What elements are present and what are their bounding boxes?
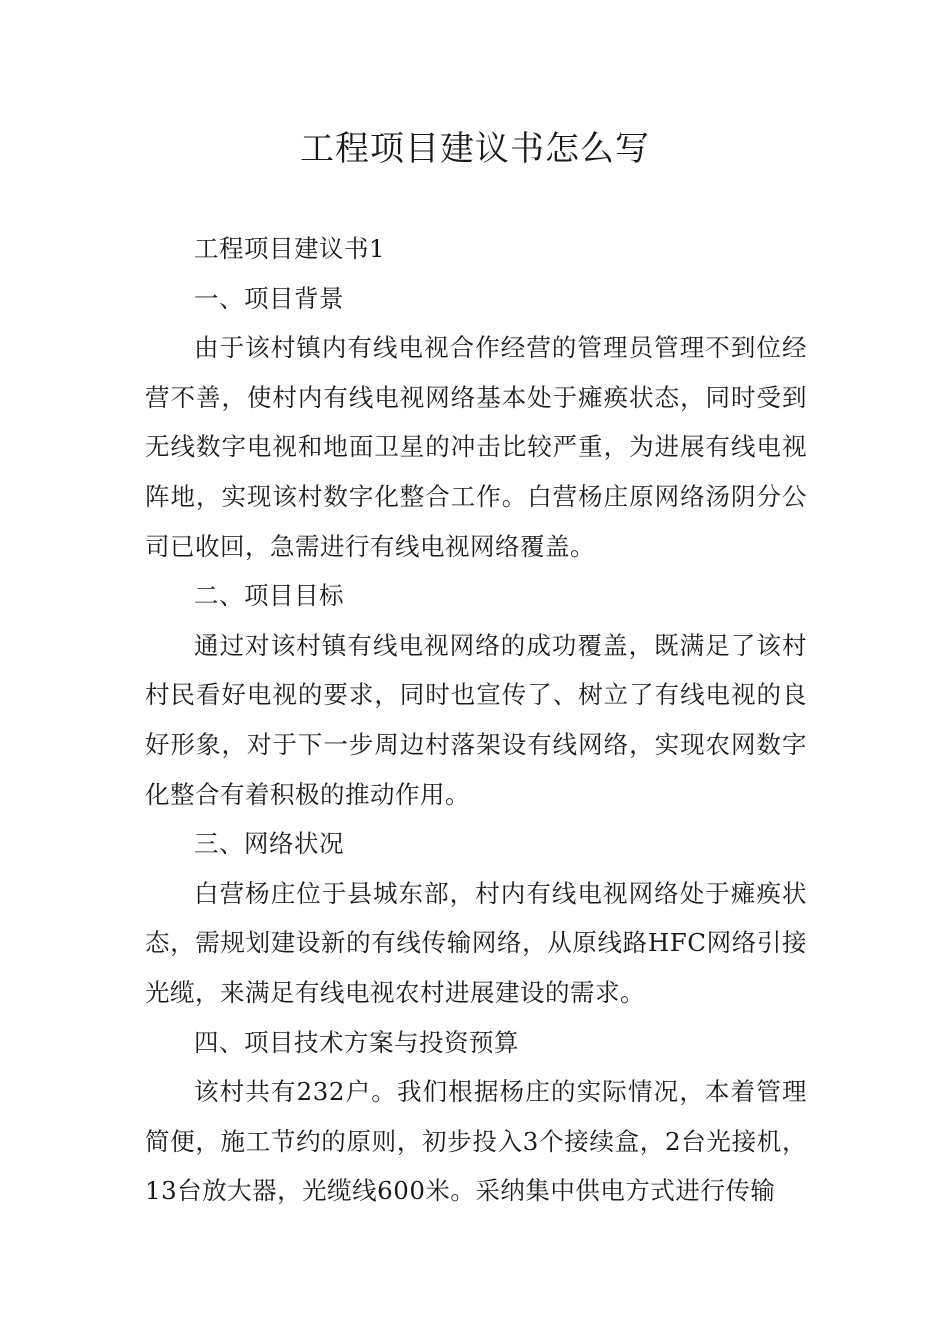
document-subtitle: 工程项目建议书1 <box>194 234 386 263</box>
section-body-goal: 通过对该村镇有线电视网络的成功覆盖，既满足了该村村民看好电视的要求，同时也宣传了、树立了有线电视的良好形象，对于下一步周边村落架设有线网络，实现农网数字化整合有着积极的推动作用。 <box>145 630 807 809</box>
section-heading-technical-plan: 四、项目技术方案与投资预算 <box>194 1027 519 1057</box>
section-heading-goal: 二、项目目标 <box>194 581 344 611</box>
document-body <box>145 224 807 1216</box>
section-heading-background: 一、项目背景 <box>194 283 344 313</box>
document-title: 工程项目建议书怎么写 <box>300 129 650 169</box>
section-body-technical-plan: 该村共有232户。我们根据杨庄的实际情况，本着管理简便，施工节约的原则，初步投入3个接续盒，2台光接机，13台放大器，光缆线600米。采纳集中供电方式进行传输 <box>145 1077 807 1206</box>
section-body-background: 由于该村镇内有线电视合作经营的管理员管理不到位经营不善，使村内有线电视网络基本处于瘫痪状态，同时受到无线数字电视和地面卫星的冲击比较严重，为进展有线电视阵地，实现该村数字化整合工作。白营杨庄原网络汤阴分公司已收回，急需进行有线电视网络覆盖。 <box>145 333 807 561</box>
section-body-network-status: 白营杨庄位于县城东部，村内有线电视网络处于瘫痪状态，需规划建设新的有线传输网络，从原线路HFC网络引接光缆，来满足有线电视农村进展建设的需求。 <box>145 878 807 1007</box>
section-heading-network-status: 三、网络状况 <box>194 829 344 859</box>
